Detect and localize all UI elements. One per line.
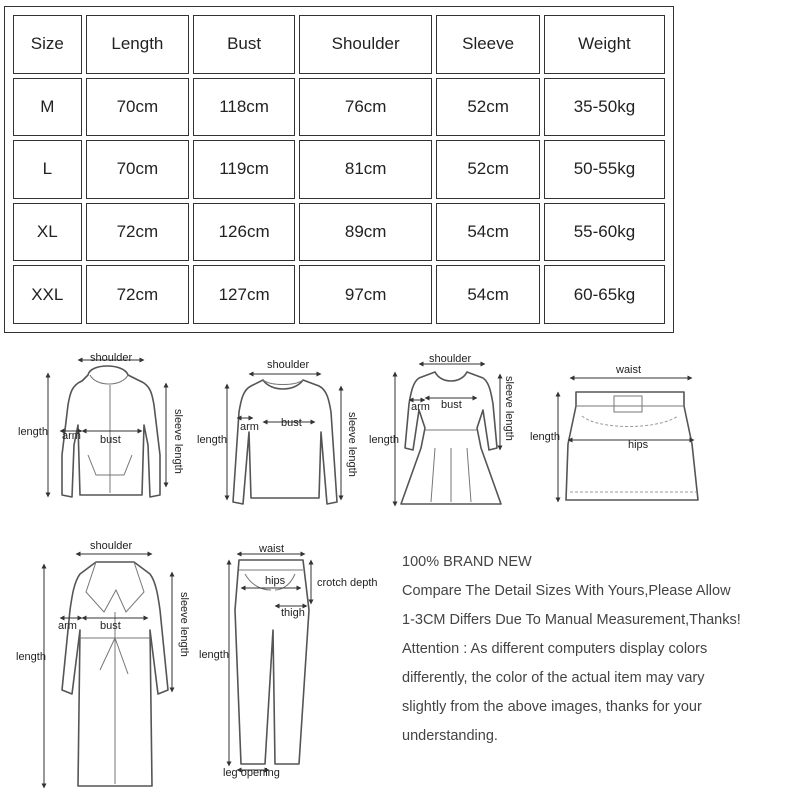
size-chart-table (4, 6, 674, 333)
table-row (13, 78, 665, 137)
table-cell: 127cm (193, 265, 295, 324)
notes-line: slightly from the above images, thanks for your (402, 699, 702, 715)
table-cell: 89cm (299, 203, 432, 262)
header-cell: Weight (544, 15, 665, 74)
waist-label: waist (259, 543, 285, 555)
bust-label: bust (441, 399, 462, 411)
pants-diagram (195, 540, 395, 785)
table-cell: 72cm (86, 203, 190, 262)
header-cell: Length (86, 15, 190, 74)
length-label: length (197, 434, 227, 446)
shoulder-label: shoulder (267, 359, 310, 371)
table-cell: M (13, 78, 82, 137)
table-cell: 60-65kg (544, 265, 665, 324)
hips-label: hips (628, 439, 649, 451)
header-cell: Sleeve (436, 15, 540, 74)
arm-label: arm (411, 401, 430, 413)
table-cell: 76cm (299, 78, 432, 137)
table-cell: 54cm (436, 265, 540, 324)
table-cell: 50-55kg (544, 140, 665, 199)
sweater-diagram (195, 352, 385, 512)
table-header-row (13, 15, 665, 74)
sleeve-length-label: sleeve length (178, 592, 190, 657)
product-notes (402, 548, 798, 751)
table-row (13, 140, 665, 199)
notes-line: 1-3CM Differs Due To Manual Measurement,Thanks! (402, 612, 741, 628)
length-label: length (530, 431, 560, 443)
table-cell: 54cm (436, 203, 540, 262)
table-cell: 81cm (299, 140, 432, 199)
table-cell: XXL (13, 265, 82, 324)
hoodie-diagram (0, 345, 200, 515)
sleeve-length-label: sleeve length (172, 409, 184, 474)
leg-opening-label: leg opening (223, 767, 280, 779)
shoulder-label: shoulder (429, 353, 472, 365)
bust-label: bust (100, 620, 121, 632)
hips-label: hips (265, 575, 286, 587)
table-cell: 119cm (193, 140, 295, 199)
header-cell: Bust (193, 15, 295, 74)
table-cell: XL (13, 203, 82, 262)
coat-illustration (0, 540, 210, 790)
table-cell: 70cm (86, 140, 190, 199)
table-cell: 52cm (436, 140, 540, 199)
notes-line: Attention : As different computers display colors (402, 641, 708, 657)
table-cell: L (13, 140, 82, 199)
notes-line: Compare The Detail Sizes With Yours,Please Allow (402, 583, 731, 599)
header-cell: Size (13, 15, 82, 74)
notes-line: understanding. (402, 728, 498, 744)
sleeve-length-label: sleeve length (503, 376, 515, 441)
thigh-label: thigh (281, 607, 305, 619)
brand-new-text: 100% BRAND NEW (402, 554, 532, 570)
arm-label: arm (58, 620, 77, 632)
bust-label: bust (281, 417, 302, 429)
table-cell: 52cm (436, 78, 540, 137)
arm-label: arm (240, 421, 259, 433)
table-row (13, 265, 665, 324)
table-row (13, 203, 665, 262)
length-label: length (369, 434, 399, 446)
bust-label: bust (100, 434, 121, 446)
arm-label: arm (62, 430, 81, 442)
skirt-diagram (528, 360, 728, 510)
length-label: length (199, 649, 229, 661)
shoulder-label: shoulder (90, 540, 133, 552)
length-label: length (18, 426, 48, 438)
dress-diagram (365, 348, 535, 518)
coat-diagram (0, 540, 210, 790)
table-cell: 70cm (86, 78, 190, 137)
length-label: length (16, 651, 46, 663)
table-cell: 126cm (193, 203, 295, 262)
waist-label: waist (616, 364, 642, 376)
crotch-depth-label: crotch depth (317, 577, 378, 589)
notes-line: differently, the color of the actual item may vary (402, 670, 705, 686)
header-cell: Shoulder (299, 15, 432, 74)
table-cell: 35-50kg (544, 78, 665, 137)
table-cell: 118cm (193, 78, 295, 137)
table-cell: 55-60kg (544, 203, 665, 262)
table-cell: 72cm (86, 265, 190, 324)
table-cell: 97cm (299, 265, 432, 324)
sleeve-length-label: sleeve length (346, 412, 358, 477)
shoulder-label: shoulder (90, 352, 133, 364)
